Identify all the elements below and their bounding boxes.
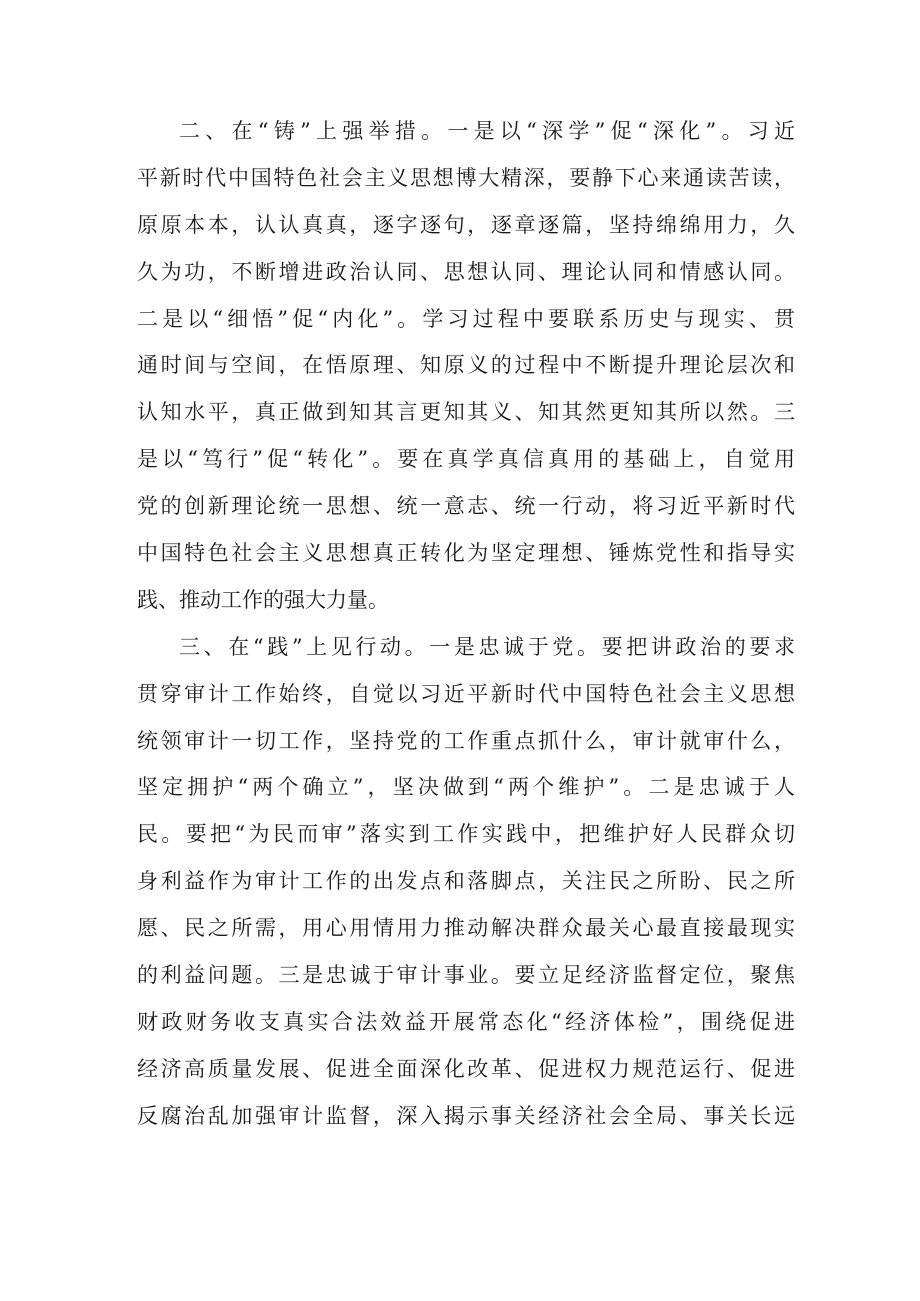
text-line: 通时间与空间，在悟原理、知原义的过程中不断提升理论层次和 (137, 353, 795, 378)
text-line: 愿、民之所需，用心用情用力推动解决群众最关心最直接最现实 (137, 916, 795, 941)
text-line: 平新时代中国特色社会主义思想博大精深，要静下心来通读苦读， (137, 165, 795, 190)
text-line: 坚定拥护“两个确立”，坚决做到“两个维护”。二是忠诚于人 (137, 775, 795, 800)
text-line: 反腐治乱加强审计监督，深入揭示事关经济社会全局、事关长远 (137, 1103, 795, 1128)
text-line: 践、推动工作的强大力量。 (137, 587, 389, 612)
document-body (137, 108, 795, 1140)
text-line: 三、在“践”上见行动。一是忠诚于党。要把讲政治的要求 (179, 634, 795, 659)
paragraph-jian-action (137, 624, 795, 1140)
text-line: 的利益问题。三是忠诚于审计事业。要立足经济监督定位，聚焦 (137, 963, 795, 988)
text-line: 二、在“铸”上强举措。一是以“深学”促“深化”。习近 (179, 119, 795, 143)
text-line: 身利益作为审计工作的出发点和落脚点，关注民之所盼、民之所 (137, 869, 795, 894)
text-line: 统领审计一切工作，坚持党的工作重点抓什么，审计就审什么， (137, 728, 795, 753)
paragraph-zhu-measures (137, 108, 795, 624)
text-line: 久为功，不断增进政治认同、思想认同、理论认同和情感认同。 (137, 259, 795, 284)
text-line: 党的创新理论统一思想、统一意志、统一行动，将习近平新时代 (137, 494, 795, 519)
text-line: 是以“笃行”促“转化”。要在真学真信真用的基础上，自觉用 (137, 447, 795, 472)
text-line: 民。要把“为民而审”落实到工作实践中，把维护好人民群众切 (137, 822, 795, 847)
text-line: 原原本本，认认真真，逐字逐句，逐章逐篇，坚持绵绵用力，久 (137, 212, 795, 237)
text-line: 贯穿审计工作始终，自觉以习近平新时代中国特色社会主义思想 (137, 681, 795, 706)
text-line: 中国特色社会主义思想真正转化为坚定理想、锤炼党性和指导实 (137, 541, 795, 566)
text-line: 二是以“细悟”促“内化”。学习过程中要联系历史与现实、贯 (137, 306, 795, 331)
text-line: 财政财务收支真实合法效益开展常态化“经济体检”，围绕促进 (137, 1009, 795, 1034)
text-line: 认知水平，真正做到知其言更知其义、知其然更知其所以然。三 (137, 400, 795, 425)
text-line: 经济高质量发展、促进全面深化改革、促进权力规范运行、促进 (137, 1056, 795, 1081)
